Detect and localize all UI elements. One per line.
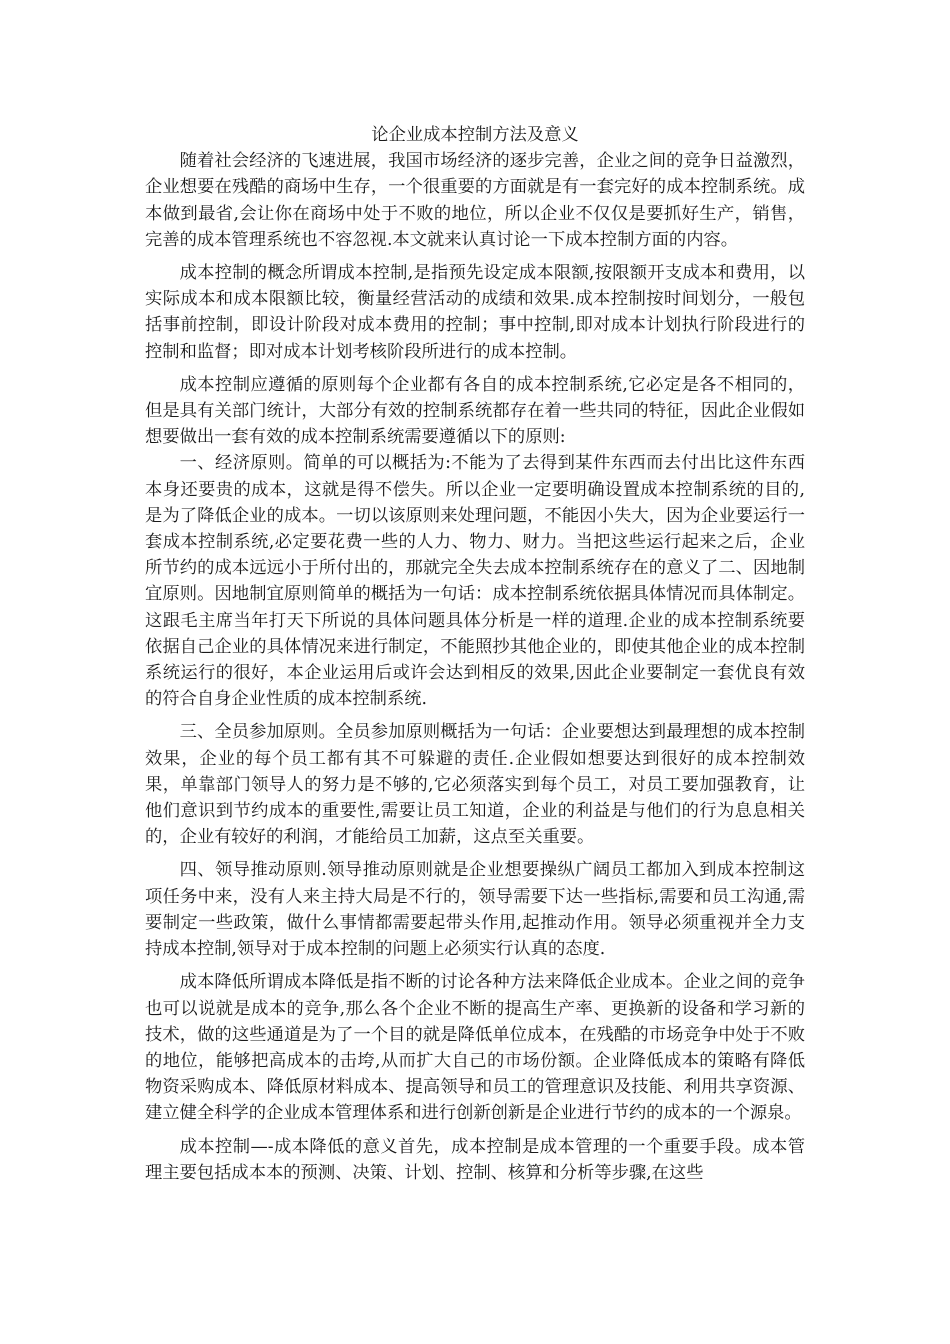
paragraph-leadership-principle: 四、领导推动原则.领导推动原则就是企业想要操纵广阔员工都加入到成本控制这项任务中来，没有人来主持大局是不行的，领导需要下达一些指标,需要和员工沟通,需要制定一些政策，做什么事情都需要起带头作用,起推动作用。领导必须重视并全力支持成本控制,领导对于成本控制的问题上必须实行认真的态度.: [145, 860, 805, 960]
paragraph-significance: 成本控制—-成本降低的意义首先，成本控制是成本管理的一个重要手段。成本管理主要包括成本本的预测、决策、计划、控制、核算和分析等步骤,在这些: [145, 1136, 805, 1183]
paragraph-economic-principle: 一、经济原则。简单的可以概括为:不能为了去得到某件东西而去付出比这件东西本身还要贵的成本，这就是得不偿失。所以企业一定要明确设置成本控制系统的目的,是为了降低企业的成本。一切以该原则来处理问题，不能因小失大，因为企业要运行一套成本控制系统,必定要花费一些的人力、物力、财力。当把这些运行起来之后，企业所节约的成本远远小于所付出的，那就完全失去成本控制系统存在的意义了二、因地制宜原则。因地制宜原则简单的概括为一句话：成本控制系统依据具体情况而具体制定。这跟毛主席当年打天下所说的具体问题具体分析是一样的道理.企业的成本控制系统要依据自己企业的具体情况来进行制定，不能照抄其他企业的，即使其他企业的成本控制系统运行的很好，本企业运用后或许会达到相反的效果,因此企业要制定一套优良有效的符合自身企业性质的成本控制系统.: [145, 453, 805, 710]
paragraph-intro: 随着社会经济的飞速进展，我国市场经济的逐步完善，企业之间的竞争日益激烈，企业想要在残酷的商场中生存，一个很重要的方面就是有一套完好的成本控制系统。成本做到最省,会让你在商场中处于不败的地位，所以企业不仅仅是要抓好生产，销售，完善的成本管理系统也不容忽视.本文就来认真讨论一下成本控制方面的内容。: [145, 151, 805, 250]
document-page: [145, 122, 805, 1186]
paragraph-participation-principle: 三、全员参加原则。全员参加原则概括为一句话：企业要想达到最理想的成本控制效果，企业的每个员工都有其不可躲避的责任.企业假如想要达到很好的成本控制效果，单靠部门领导人的努力是不够的,它必须落实到每个员工，对员工要加强教育，让他们意识到节约成本的重要性,需要让员工知道，企业的利益是与他们的行为息息相关的，企业有较好的利润，才能给员工加薪，这点至关重要。: [145, 722, 805, 848]
paragraph-principles: 成本控制应遵循的原则每个企业都有各自的成本控制系统,它必定是各不相同的，但是具有关部门统计，大部分有效的控制系统都存在着一些共同的特征，因此企业假如想要做出一套有效的成本控制系统需要遵循以下的原则:: [145, 374, 805, 448]
paragraph-concept: 成本控制的概念所谓成本控制,是指预先设定成本限额,按限额开支成本和费用，以实际成本和成本限额比较，衡量经营活动的成绩和效果.成本控制按时间划分，一般包括事前控制，即设计阶段对成本费用的控制；事中控制,即对成本计划执行阶段进行的控制和监督；即对成本计划考核阶段所进行的成本控制。: [145, 263, 805, 362]
document-title: 论企业成本控制方法及意义: [371, 125, 579, 145]
paragraph-cost-reduction: 成本降低所谓成本降低是指不断的讨论各种方法来降低企业成本。企业之间的竞争也可以说就是成本的竞争,那么各个企业不断的提高生产率、更换新的设备和学习新的技术，做的这些通道是为了一个目的就是降低单位成本，在残酷的市场竞争中处于不败的地位，能够把高成本的击垮,从而扩大自己的市场份额。企业降低成本的策略有降低物资采购成本、降低原材料成本、提高领导和员工的管理意识及技能、利用共享资源、建立健全科学的企业成本管理体系和进行创新创新是企业进行节约的成本的一个源泉。: [145, 972, 805, 1124]
